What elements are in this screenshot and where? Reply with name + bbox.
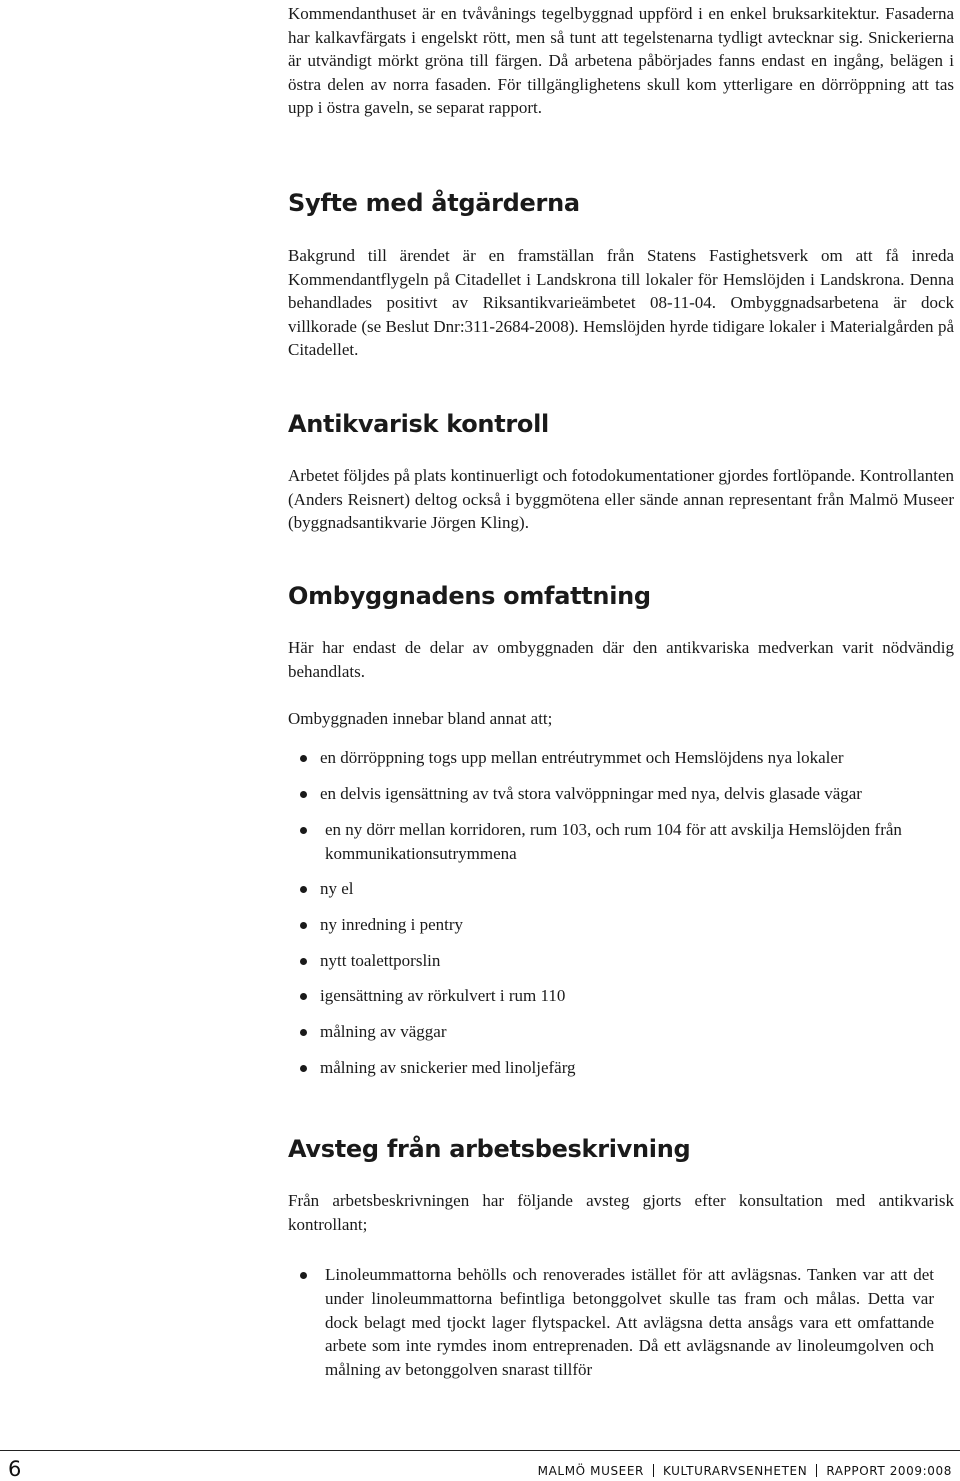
list-item: igensättning av rörkulvert i rum 110: [320, 984, 954, 1008]
list-item: en delvis igensättning av två stora valvöppningar med nya, delvis glasade vägar: [320, 782, 954, 806]
footer-separator: [653, 1464, 654, 1477]
kontroll-paragraph: Arbetet följdes på plats kontinuerligt och fotodokumentationer gjordes fortlöpande. Kontrollanten (Anders Reisnert) deltog också i byggmötena eller sände annan representant från Malmö Museer (byggnadsantikvarie Jörgen Kling).: [288, 466, 954, 532]
list-item: ny el: [320, 877, 954, 901]
list-item: målning av väggar: [320, 1020, 954, 1044]
bullet-icon: [300, 886, 307, 893]
omfattning-intro-line: Ombyggnaden innebar bland annat att;: [288, 709, 553, 728]
list-item: nytt toalettporslin: [320, 949, 954, 973]
bullet-icon: [300, 922, 307, 929]
heading-ombyggnadens-omfattning: Ombyggnadens omfattning: [288, 582, 651, 610]
avsteg-paragraph: Från arbetsbeskrivningen har följande avsteg gjorts efter konsultation med antikvarisk kontrollant;: [288, 1191, 954, 1234]
bullet-icon: [300, 827, 307, 834]
heading-antikvarisk-kontroll: Antikvarisk kontroll: [288, 410, 549, 438]
bullet-icon: [300, 791, 307, 798]
bullet-icon: [300, 1065, 307, 1072]
footer-unit: KULTURARVSENHETEN: [663, 1464, 808, 1478]
list-item: målning av snickerier med linoljefärg: [320, 1056, 954, 1080]
list-item: ny inredning i pentry: [320, 913, 954, 937]
list-item: Linoleummattorna behölls och renoverades istället för att avlägsnas. Tanken var att det under linoleummattorna befintliga betonggolvet skulle tas fram och målas. Detta var dock belagt med tjockt lager flytspackel. Att avlägsna detta ansågs vara ett omfattande arbete som inte rymdes inom entreprenaden. Då ett avlägsnande av linoleumgolven och målning av betonggolven snarast tillför: [320, 1263, 954, 1382]
bullet-icon: [300, 1029, 307, 1036]
footer-divider: [0, 1450, 960, 1451]
bullet-icon: [300, 958, 307, 965]
intro-paragraph: Kommendanthuset är en tvåvånings tegelbyggnad uppförd i en enkel bruksarkitektur. Fasaderna har kalkavfärgats i engelskt rött, men så tunt att tegelstenarna tydligt avtecknar sig. Snickerierna är utvändigt mörkt gröna till färgen. Då arbetena påbörjades fanns endast en ingång, belägen i östra delen av norra fasaden. För tillgänglighetens skull kom ytterligare en dörröppning att tas upp i östra gaveln, se separat rapport.: [288, 4, 954, 117]
bullet-icon: [300, 993, 307, 1000]
bullet-icon: [300, 755, 307, 762]
syfte-paragraph: Bakgrund till ärendet är en framställan från Statens Fastighetsverk om att få inreda Kommendantflygeln på Citadellet i Landskrona till lokaler för Hemslöjden i Landskrona. Denna behandlades positivt av Riksantikvarieämbetet 08-11-04. Ombyggnadsarbetena är dock villkorade (se Beslut Dnr:311-2684-2008). Hemslöjden hyrde tidigare lokaler i Materialgården på Citadellet.: [288, 246, 954, 359]
heading-avsteg: Avsteg från arbetsbeskrivning: [288, 1135, 691, 1163]
bullet-icon: [300, 1272, 307, 1279]
list-item: en dörröppning togs upp mellan entréutrymmet och Hemslöjdens nya lokaler: [320, 746, 954, 770]
footer-report: RAPPORT 2009:008: [826, 1464, 952, 1478]
footer-org: MALMÖ MUSEER: [537, 1464, 644, 1478]
heading-syfte: Syfte med åtgärderna: [288, 189, 580, 217]
page-number: 6: [8, 1457, 22, 1481]
footer-running-title: [538, 1463, 952, 1479]
omfattning-paragraph: Här har endast de delar av ombyggnaden där den antikvariska medverkan varit nödvändig behandlats.: [288, 638, 954, 681]
footer-separator: [816, 1464, 817, 1477]
list-item: en ny dörr mellan korridoren, rum 103, och rum 104 för att avskilja Hemslöjden från kommunikationsutrymmena: [320, 818, 954, 866]
